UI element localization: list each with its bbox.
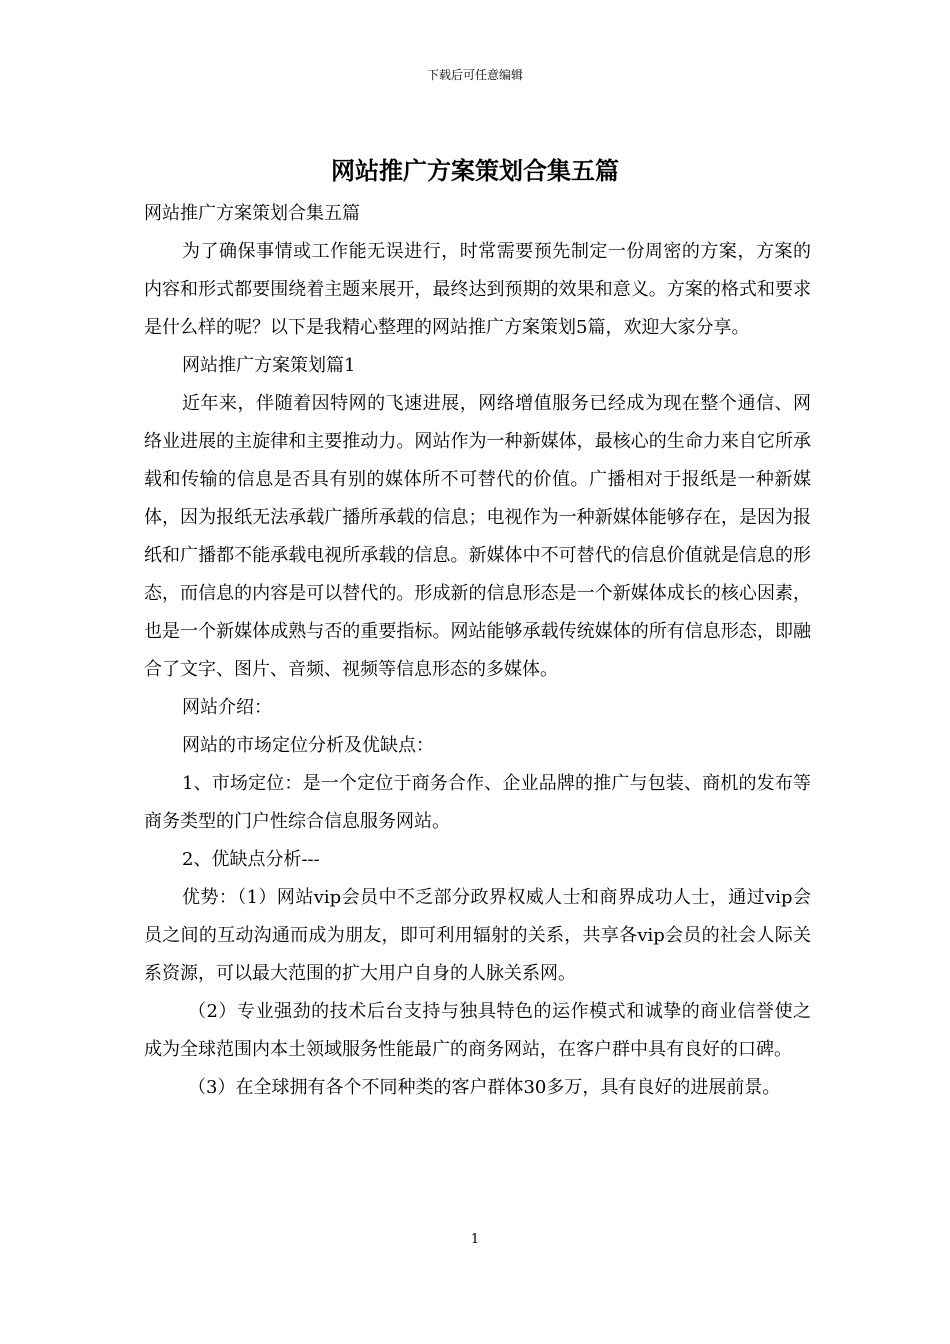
body-paragraph: 近年来，伴随着因特网的飞速进展，网络增值服务已经成为现在整个通信、网络业进展的主旋律和主要推动力。网站作为一种新媒体，最核心的生命力来自它所承载和传输的信息是否具有别的媒体所不可替代的价值。广播相对于报纸是一种新媒体，因为报纸无法承载广播所承载的信息；电视作为一种新媒体能够存在，是因为报纸和广播都不能承载电视所承载的信息。新媒体中不可替代的信息价值就是信息的形态，而信息的内容是可以替代的。形成新的信息形态是一个新媒体成长的核心因素，也是一个新媒体成熟与否的重要指标。网站能够承载传统媒体的所有信息形态，即融合了文字、图片、音频、视频等信息形态的多媒体。 [144,393,811,680]
page-number: 1 [470,1232,480,1247]
list-item: 优势：（1）网站vip会员中不乏部分政界权威人士和商界成功人士，通过vip会员之间的互动沟通而成为朋友，即可利用辐射的关系，共享各vip会员的社会人际关系资源，可以最大范围的扩大用户自身的人脉关系网。 [144,887,811,984]
header-note: 下载后可任意编辑 [426,68,523,82]
section-heading: 网站的市场定位分析及优缺点： [182,735,434,756]
list-item: 2、优缺点分析--- [182,849,320,870]
section-heading: 网站介绍： [182,697,272,718]
document-body [144,195,811,1107]
page-title: 网站推广方案策划合集五篇 [331,156,619,185]
list-item: （3）在全球拥有各个不同种类的客户群体30多万，具有良好的进展前景。 [188,1077,781,1098]
intro-paragraph: 为了确保事情或工作能无误进行，时常需要预先制定一份周密的方案，方案的内容和形式都要围绕着主题来展开，最终达到预期的效果和意义。方案的格式和要求是什么样的呢？以下是我精心整理的网站推广方案策划5篇，欢迎大家分享。 [144,241,811,338]
section-heading: 网站推广方案策划篇1 [182,355,356,376]
list-item: 1、市场定位：是一个定位于商务合作、企业品牌的推广与包装、商机的发布等商务类型的门户性综合信息服务网站。 [144,773,811,832]
subtitle-paragraph: 网站推广方案策划合集五篇 [144,203,360,224]
list-item: （2）专业强劲的技术后台支持与独具特色的运作模式和诚挚的商业信誉使之成为全球范围内本土领域服务性能最广的商务网站，在客户群中具有良好的口碑。 [144,1001,811,1060]
